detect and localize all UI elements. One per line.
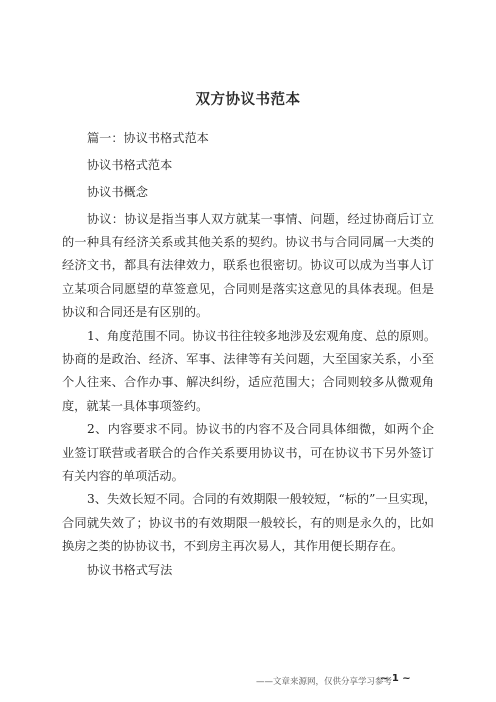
paragraph-line: 合同就失效了；协议书的有效期限一般较长，有的则是永久的，比如 <box>62 515 434 530</box>
paragraph-line: 协议：协议是指当事人双方就某一事情、问题，经过协商后订立 <box>87 211 434 226</box>
paragraph-line: 1、角度范围不同。协议书往往较多地涉及宏观角度、总的原则。 <box>87 328 437 343</box>
paragraph-line: 篇一：协议书格式范本 <box>87 131 209 145</box>
paragraph-line: 的一种具有经济关系或其他关系的契约。协议书与合同同属一大类的 <box>62 235 434 250</box>
paragraph-line: 协议书概念 <box>87 184 148 199</box>
paragraph-line: 2、内容要求不同。协议书的内容不及合同具体细微，如两个企 <box>87 422 434 437</box>
document-body <box>62 127 437 582</box>
paragraph-line: 个人往来、合作办事、解决纠纷，适应范围大；合同则较多从微观角 <box>62 375 434 390</box>
paragraph-line: 协议书格式写法 <box>87 562 173 577</box>
paragraph-line: 协商的是政治、经济、军事、法律等有关问题，大至国家关系，小至 <box>62 352 434 367</box>
paragraph-line: 经济文书，都具有法律效力，联系也很密切。协议可以成为当事人订 <box>62 258 434 273</box>
paragraph-line: 换房之类的协协议书，不到房主再次易人，其作用便长期存在。 <box>62 539 404 554</box>
paragraph-line: 业签订联营或者联合的合作关系要用协议书，可在协议书下另外签订 <box>62 445 434 460</box>
paragraph-line: 有关内容的单项活动。 <box>62 468 184 483</box>
footer-source-note: ——文章来源网，仅供分享学习参考 <box>256 677 393 687</box>
paragraph-line: 协议书格式范本 <box>87 157 173 172</box>
paragraph-line: 立某项合同愿望的草签意见，合同则是落实这意见的具体表现。但是 <box>62 281 434 296</box>
page-number: ~ 1 ~ <box>380 673 411 684</box>
paragraph-line: 度，就某一具体事项签约。 <box>62 398 209 413</box>
paragraph-line: 协议和合同还是有区别的。 <box>62 305 209 320</box>
document-title: 双方协议书范本 <box>195 92 301 108</box>
paragraph-line: 3、失效长短不同。合同的有效期限一般较短，“标的”一旦实现， <box>87 492 437 507</box>
